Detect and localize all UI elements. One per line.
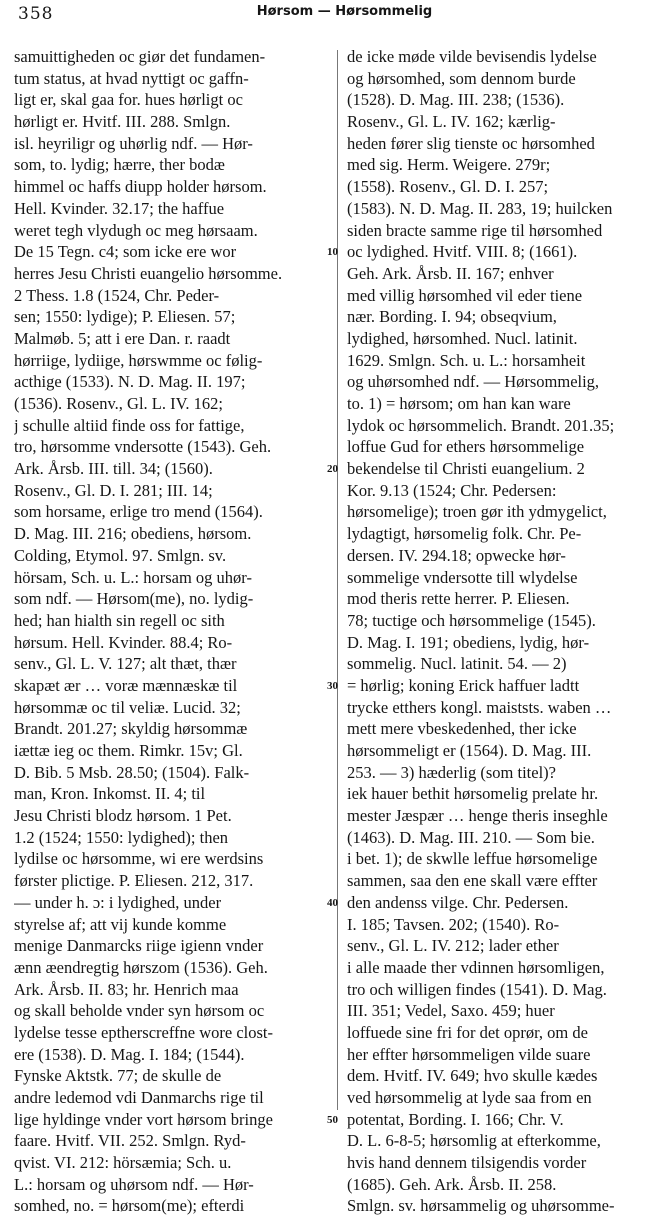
text-line: hørriige, lydiige, hørswmme oc følig- <box>14 350 263 370</box>
text-line: j schulle altiid finde oss for fattige, <box>14 415 245 435</box>
text-line: ere (1538). D. Mag. I. 184; (1544). <box>14 1044 245 1064</box>
text-line: somhed, no. = hørsom(me); efterdi <box>14 1196 245 1216</box>
text-line: andre ledemod vdi Danmarchs rige til <box>14 1088 264 1107</box>
text-line: hørligt er. Hvitf. III. 288. Smlgn. <box>14 112 231 132</box>
text-line: potentat, Bording. I. 166; Chr. V. <box>347 1109 564 1129</box>
text-line: hörsam, Sch. u. L.: horsam og uhør- <box>14 567 252 587</box>
text-line: dem. Hvitf. IV. 649; hvo skulle kædes <box>347 1066 598 1086</box>
text-line: Hell. Kvinder. 32.17; the haffue <box>14 198 225 218</box>
right-column <box>347 46 659 1217</box>
text-line: Jesu Christi blodz hørsom. 1 Pet. <box>14 806 232 826</box>
text-line: lige hyldinge vnder vort hørsom bringe <box>14 1109 273 1129</box>
text-line: senv., Gl. L. IV. 212; lader ether <box>347 936 559 956</box>
text-line: Fynske Aktstk. 77; de skulle de <box>14 1066 222 1086</box>
text-line: 2 Thess. 1.8 (1524, Chr. Peder- <box>14 285 220 305</box>
text-line: (1528). D. Mag. III. 238; (1536). <box>347 90 565 110</box>
text-line: I. 185; Tavsen. 202; (1540). Ro- <box>347 914 560 934</box>
text-line: iek hauer bethit hørsomelig prelate hr. <box>347 784 599 804</box>
text-line: De 15 Tegn. c4; som icke ere wor <box>14 242 237 262</box>
column-divider <box>337 50 338 1110</box>
text-line: skapæt ær … voræ mænnæskæ til <box>14 675 238 695</box>
text-line: mod theris rette herrer. P. Eliesen. <box>347 589 570 609</box>
text-line: lydagtigt, hørsomelig folk. Chr. Pe- <box>347 524 582 544</box>
line-number: 10 <box>327 246 338 259</box>
text-line: hed; han hialth sin regell oc sith <box>14 610 225 630</box>
text-line: III. 351; Vedel, Saxo. 459; huer <box>347 1001 555 1021</box>
text-line: Smlgn. sv. hørsammelig og uhørsomme- <box>347 1196 615 1216</box>
text-line: acthige (1533). N. D. Mag. II. 197; <box>14 372 246 392</box>
text-line: lydilse oc hørsomme, wi ere werdsins <box>14 849 264 869</box>
text-line: tro och willigen findes (1541). D. Mag. <box>347 979 607 999</box>
text-line: Ark. Årsb. II. 83; hr. Henrich maa <box>14 979 239 999</box>
text-line: lydighed, hørsomhed. Nucl. latinit. <box>347 328 578 348</box>
text-line: man, Kron. Inkomst. II. 4; til <box>14 784 206 804</box>
text-line: sommelig. Nucl. latinit. 54. — 2) <box>347 654 567 674</box>
text-line: hørsomelige); troen gør ith ydmygelict, <box>347 502 607 522</box>
text-line: de icke møde vilde bevisendis lydelse <box>347 47 597 66</box>
running-title: Hørsom — Hørsommelig <box>256 4 433 19</box>
text-line: og uhørsomhed ndf. — Hørsommelig, <box>347 372 600 392</box>
text-line: Colding, Etymol. 97. Smlgn. sv. <box>14 545 227 565</box>
text-line: 253. — 3) hæderlig (som titel)? <box>347 762 556 782</box>
text-line: samuittigheden oc giør det fundamen- <box>14 47 266 66</box>
text-line: bekendelse til Christi euangelium. 2 <box>347 459 585 479</box>
text-line: ænn æendregtig hørszom (1536). Geh. <box>14 957 268 977</box>
text-line: med sig. Herm. Weigere. 279r; <box>347 155 551 175</box>
text-line: i bet. 1); de skwlle leffue hørsomelige <box>347 849 598 869</box>
text-line: isl. heyriligr og uhørlig ndf. — Hør- <box>14 133 253 153</box>
text-line: (1463). D. Mag. III. 210. — Som bie. <box>347 827 595 847</box>
page-number: 358 <box>18 4 54 24</box>
text-line: to. 1) = hørsom; om han kan ware <box>347 394 571 413</box>
text-line: 1.2 (1524; 1550: lydighed); then <box>14 827 229 847</box>
text-line: iættæ ieg oc them. Rimkr. 15v; Gl. <box>14 741 243 760</box>
text-line: L.: horsam og uhørsom ndf. — Hør- <box>14 1174 254 1194</box>
text-line: = hørlig; koning Erick haffuer ladtt <box>347 675 580 695</box>
text-line: og skall beholde vnder syn hørsom oc <box>14 1001 265 1021</box>
text-line: som ndf. — Hørsom(me), no. lydig- <box>14 589 254 609</box>
page-header <box>10 4 660 30</box>
text-line: dersen. IV. 294.18; opwecke hør- <box>347 545 566 565</box>
text-line: i alle maade ther vdinnen hørsomligen, <box>347 957 605 977</box>
text-line: trycke etthers kongl. maiststs. waben … <box>347 697 612 717</box>
text-line: her effter hørsommeligen vilde suare <box>347 1044 591 1064</box>
text-line: som, to. lydig; hærre, ther bodæ <box>14 155 225 175</box>
text-line: qvist. VI. 212: hörsæmia; Sch. u. <box>14 1153 232 1173</box>
text-line: hørsommeligt er (1564). D. Mag. III. <box>347 741 592 760</box>
text-line: — under h. ɔ: i lydighed, under <box>14 892 222 912</box>
text-line: (1536). Rosenv., Gl. L. IV. 162; <box>14 394 223 413</box>
text-line: ligt er, skal gaa for. hues hørligt oc <box>14 90 243 110</box>
text-line: D. Mag. III. 216; obediens, hørsom. <box>14 524 252 544</box>
text-line: siden bracte samme rige til hørsomhed <box>347 220 603 240</box>
text-line: 1629. Smlgn. Sch. u. L.: horsamheit <box>347 350 586 370</box>
text-line: senv., Gl. L. V. 127; alt thæt, thær <box>14 654 237 674</box>
text-line: 78; tuctige och hørsommelige (1545). <box>347 610 596 630</box>
text-line: lydok oc hørsommelich. Brandt. 201.35; <box>347 415 615 435</box>
text-line: heden fører slig tienste oc hørsomhed <box>347 133 595 153</box>
text-line: D. Mag. I. 191; obediens, lydig, hør- <box>347 632 590 652</box>
line-number: 30 <box>327 680 338 693</box>
text-line: (1685). Geh. Ark. Årsb. II. 258. <box>347 1174 557 1194</box>
text-line: hørsommæ oc til veliæ. Lucid. 32; <box>14 697 241 717</box>
text-line: Malmøb. 5; att i ere Dan. r. raadt <box>14 328 231 348</box>
text-line: førster plictige. P. Eliesen. 212, 317. <box>14 871 254 891</box>
text-line: nær. Bording. I. 94; obseqvium, <box>347 307 557 327</box>
text-line: hvis hand dennem tilsigendis vorder <box>347 1153 587 1173</box>
text-line: sen; 1550: lydige); P. Eliesen. 57; <box>14 307 236 327</box>
text-line: faare. Hvitf. VII. 252. Smlgn. Ryd- <box>14 1131 246 1151</box>
text-line: loffue Gud for ethers hørsommelige <box>347 437 585 457</box>
line-number: 50 <box>327 1114 338 1127</box>
text-line: menige Danmarcks riige igienn vnder <box>14 936 264 956</box>
text-line: Ark. Årsb. III. till. 34; (1560). <box>14 459 213 479</box>
text-line: sammen, saa den ene skall være effter <box>347 871 598 891</box>
text-line: D. Bib. 5 Msb. 28.50; (1504). Falk- <box>14 762 250 782</box>
text-line: hørsum. Hell. Kvinder. 88.4; Ro- <box>14 632 233 652</box>
text-line: Kor. 9.13 (1524; Chr. Pedersen: <box>347 480 557 500</box>
text-line: styrelse af; att vij kunde komme <box>14 914 227 934</box>
text-line: lydelse tesse eptherscreffne wore clost- <box>14 1022 274 1042</box>
text-line: og hørsomhed, som dennom burde <box>347 68 576 88</box>
text-line: (1583). N. D. Mag. II. 283, 19; huilcken <box>347 198 613 218</box>
left-column <box>14 46 328 1217</box>
text-line: weret tegh vlydugh oc meg hørsaam. <box>14 220 258 240</box>
text-line: ved hørsommelig at lyde saa from en <box>347 1088 592 1107</box>
text-line: D. L. 6-8-5; hørsomlig at efterkomme, <box>347 1131 601 1151</box>
text-line: Rosenv., Gl. L. IV. 162; kærlig- <box>347 112 556 132</box>
text-line: mester Jæspær … henge theris inseghle <box>347 806 608 826</box>
text-line: mett mere vbeskedenhed, ther icke <box>347 719 577 739</box>
text-line: som horsame, erlige tro mend (1564). <box>14 502 263 522</box>
text-line: herres Jesu Christi euangelio hørsomme. <box>14 263 283 283</box>
text-line: den andenss vilge. Chr. Pedersen. <box>347 892 569 912</box>
line-number: 40 <box>327 897 338 910</box>
text-line: med villig hørsomhed vil eder tiene <box>347 285 583 305</box>
text-line: Rosenv., Gl. D. I. 281; III. 14; <box>14 480 213 500</box>
text-line: loffuede sine fri for det oprør, om de <box>347 1022 588 1042</box>
text-line: oc lydighed. Hvitf. VIII. 8; (1661). <box>347 242 578 262</box>
text-line: tro, hørsomme vndersotte (1543). Geh. <box>14 437 272 457</box>
text-line: tum status, at hvad nyttigt oc gaffn- <box>14 68 249 88</box>
text-line: himmel oc haffs diupp holder hørsom. <box>14 177 267 197</box>
text-line: Geh. Ark. Årsb. II. 167; enhver <box>347 263 554 283</box>
text-line: sommelige vndersotte till wlydelse <box>347 567 578 587</box>
text-line: (1558). Rosenv., Gl. D. I. 257; <box>347 177 549 197</box>
text-line: Brandt. 201.27; skyldig hørsommæ <box>14 719 248 739</box>
line-number: 20 <box>327 463 338 476</box>
